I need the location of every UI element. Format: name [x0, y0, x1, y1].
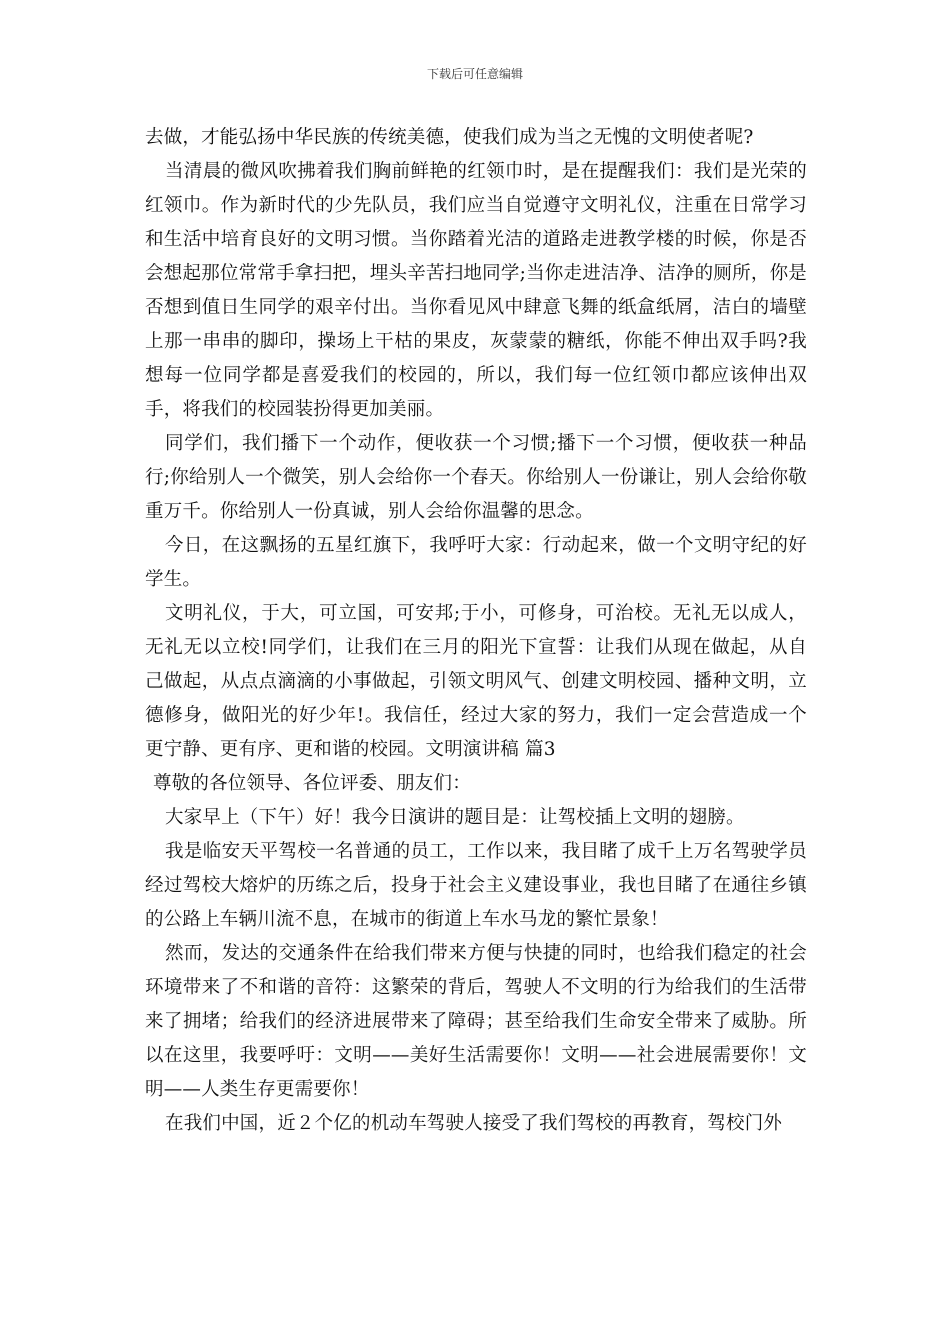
paragraph-2: 当清晨的微风吹拂着我们胸前鲜艳的红领巾时，是在提醒我们：我们是光荣的红领巾。作为新时代的少先队员，我们应当自觉遵守文明礼仪，注重在日常学习和生活中培育良好的文明习惯。当你踏着光洁的道路走进教学楼的时候，你是否会想起那位常常手拿扫把，埋头辛苦扫地同学;当你走进洁净、洁净的厕所，你是否想到值日生同学的艰辛付出。当你看见风中肆意飞舞的纸盒纸屑，洁白的墙壁上那一串串的脚印，操场上干枯的果皮，灰蒙蒙的糖纸，你能不伸出双手吗?我想每一位同学都是喜爱我们的校园的，所以，我们每一位红领巾都应该伸出双手，将我们的校园装扮得更加美丽。: [145, 161, 807, 420]
paragraph-9: 然而，发达的交通条件在给我们带来方便与快捷的同时，也给我们稳定的社会环境带来了不和谐的音符：这繁荣的背后，驾驶人不文明的行为给我们的生活带来了拥堵；给我们的经济进展带来了障碍；甚至给我们生命安全带来了威胁。所以在这里，我要呼吁：文明——美好生活需要你！文明——社会进展需要你！文明——人类生存更需要你！: [145, 943, 807, 1100]
paragraph-4: 今日，在这飘扬的五星红旗下，我呼吁大家：行动起来，做一个文明守纪的好学生。: [145, 535, 807, 590]
paragraph-3: 同学们，我们播下一个动作，便收获一个习惯;播下一个习惯，便收获一种品行;你给别人一个微笑，别人会给你一个春天。你给别人一份谦让，别人会给你敬重万千。你给别人一份真诚，别人会给你温馨的思念。: [145, 433, 807, 522]
paragraph-10: 在我们中国，近２个亿的机动车驾驶人接受了我们驾校的再教育，驾校门外: [165, 1113, 783, 1134]
paragraph-1: 去做，才能弘扬中华民族的传统美德，使我们成为当之无愧的文明使者呢?: [145, 127, 754, 148]
document-body: [145, 121, 807, 1141]
paragraph-6: 尊敬的各位领导、各位评委、朋友们：: [153, 773, 471, 794]
paragraph-5: 文明礼仪，于大，可立国，可安邦;于小，可修身，可治校。无礼无以成人，无礼无以立校!同学们，让我们在三月的阳光下宣誓：让我们从现在做起，从自己做起，从点点滴滴的小事做起，引领文明风气、创建文明校园、播种文明，立德修身，做阳光的好少年!。我信任，经过大家的努力，我们一定会营造成一个更宁静、更有序、更和谐的校园。文明演讲稿 篇3: [145, 603, 807, 760]
page-header: 下载后可任意编辑: [426, 67, 523, 81]
paragraph-7: 大家早上（下午）好！我今日演讲的题目是：让驾校插上文明的翅膀。: [165, 807, 745, 828]
paragraph-8: 我是临安天平驾校一名普通的员工，工作以来，我目睹了成千上万名驾驶学员经过驾校大熔炉的历练之后，投身于社会主义建设事业，我也目睹了在通往乡镇的公路上车辆川流不息，在城市的街道上车水马龙的繁忙景象！: [145, 841, 807, 930]
